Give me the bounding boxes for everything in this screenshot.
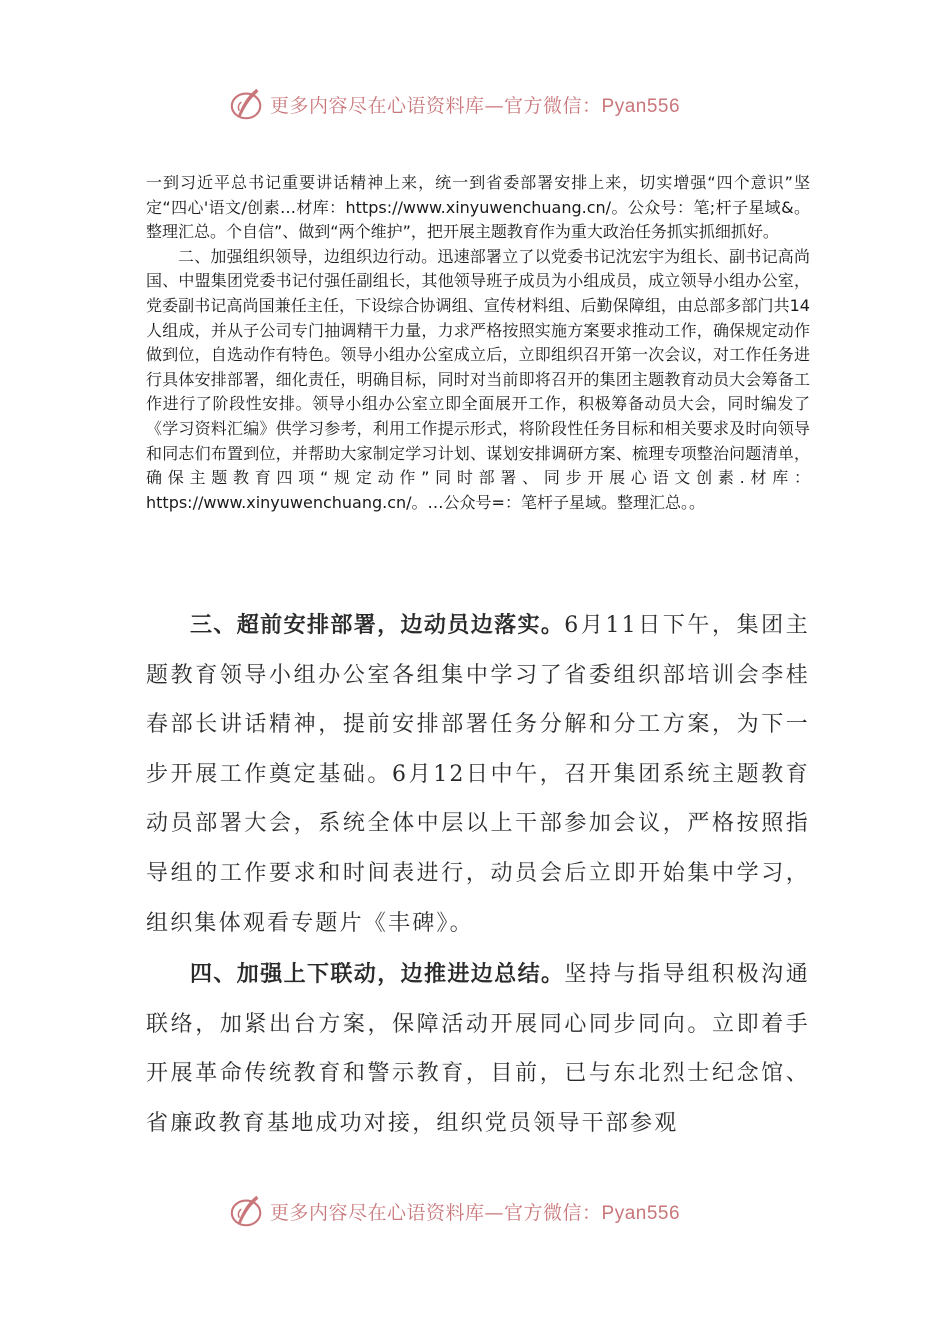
quill-pen-logo-icon bbox=[228, 85, 266, 123]
paragraph-4-heading: 四、加强上下联动，边推进边总结。 bbox=[190, 962, 565, 988]
paragraph-4 bbox=[146, 950, 810, 1148]
paragraph-1: 一到习近平总书记重要讲话精神上来，统一到省委部署安排上来，切实增强“四个意识”坚定“四心'语文/创素…材库：https://www.xinyuwenchuang.cn/。公众号：笔;杆子星域&。整理汇总。个自信”、做到“两个维护”，把开展主题教育作为重大政治任务抓实抓细抓好。 bbox=[146, 173, 810, 242]
footer-banner bbox=[228, 1191, 748, 1231]
header-wechat-id: Pyan556 bbox=[601, 95, 681, 117]
footer-banner-text: 更多内容尽在心语资料库—官方微信：Pyan556 bbox=[270, 1201, 681, 1224]
header-banner bbox=[228, 84, 748, 124]
body-large-text bbox=[146, 601, 810, 1149]
paragraph-2: 二、加强组织领导，边组织边行动。迅速部署立了以党委书记沈宏宇为组长、副书记高尚国、中盟集团党委书记付强任副组长，其他领导班子成员为小组成员，成立领导小组办公室，党委副书记高尚国兼任主任，下设综合协调组、宣传材料组、后勤保障组，由总部多部门共14人组成，并从子公司专门抽调精干力量，力求严格按照实施方案要求推动工作，确保规定动作做到位，自选动作有特色。领导小组办公室成立后，立即组织召开第一次会议，对工作任务进行具体安排部署，细化责任，明确目标，同时对当前即将召开的集团主题教育动员大会筹备工作进行了阶段性安排。领导小组办公室立即全面展开工作，积极筹备动员大会，同时编发了《学习资料汇编》供学习参考，利用工作提示形式，将阶段性任务目标和相关要求及时向领导和同志们布置到位，并帮助大家制定学习计划、谋划安排调研方案、梳理专项整治问题清单，确保主题教育四项“规定动作”同时部署、同步开展心语文创素.材库：https://www.xinyuwenchuang.cn/。…公众号=：笔杆子星域。整理汇总。。 bbox=[146, 246, 810, 512]
footer-wechat-id: Pyan556 bbox=[601, 1202, 681, 1224]
paragraph-3-text: 6月11日下午，集团主题教育领导小组办公室各组集中学习了省委组织部培训会李桂春部长讲话精神，提前安排部署任务分解和分工方案，为下一步开展工作奠定基础。6月12日中午，召开集团系统主题教育动员部署大会，系统全体中层以上干部参加会议，严格按照指导组的工作要求和时间表进行，动员会后立即开始集中学习，组织集体观看专题片《丰碑》。 bbox=[146, 613, 810, 936]
paragraph-4-text: 坚持与指导组积极沟通联络，加紧出台方案，保障活动开展同心同步同向。立即着手开展革命传统教育和警示教育，目前，已与东北烈士纪念馆、省廉政教育基地成功对接，组织党员领导干部参观 bbox=[146, 962, 810, 1136]
paragraph-3 bbox=[146, 601, 810, 948]
header-banner-text: 更多内容尽在心语资料库—官方微信：Pyan556 bbox=[270, 94, 681, 117]
body-small-text bbox=[146, 171, 810, 515]
paragraph-3-heading: 三、超前安排部署，边动员边落实。 bbox=[190, 613, 565, 638]
quill-pen-logo-icon bbox=[228, 1192, 266, 1230]
